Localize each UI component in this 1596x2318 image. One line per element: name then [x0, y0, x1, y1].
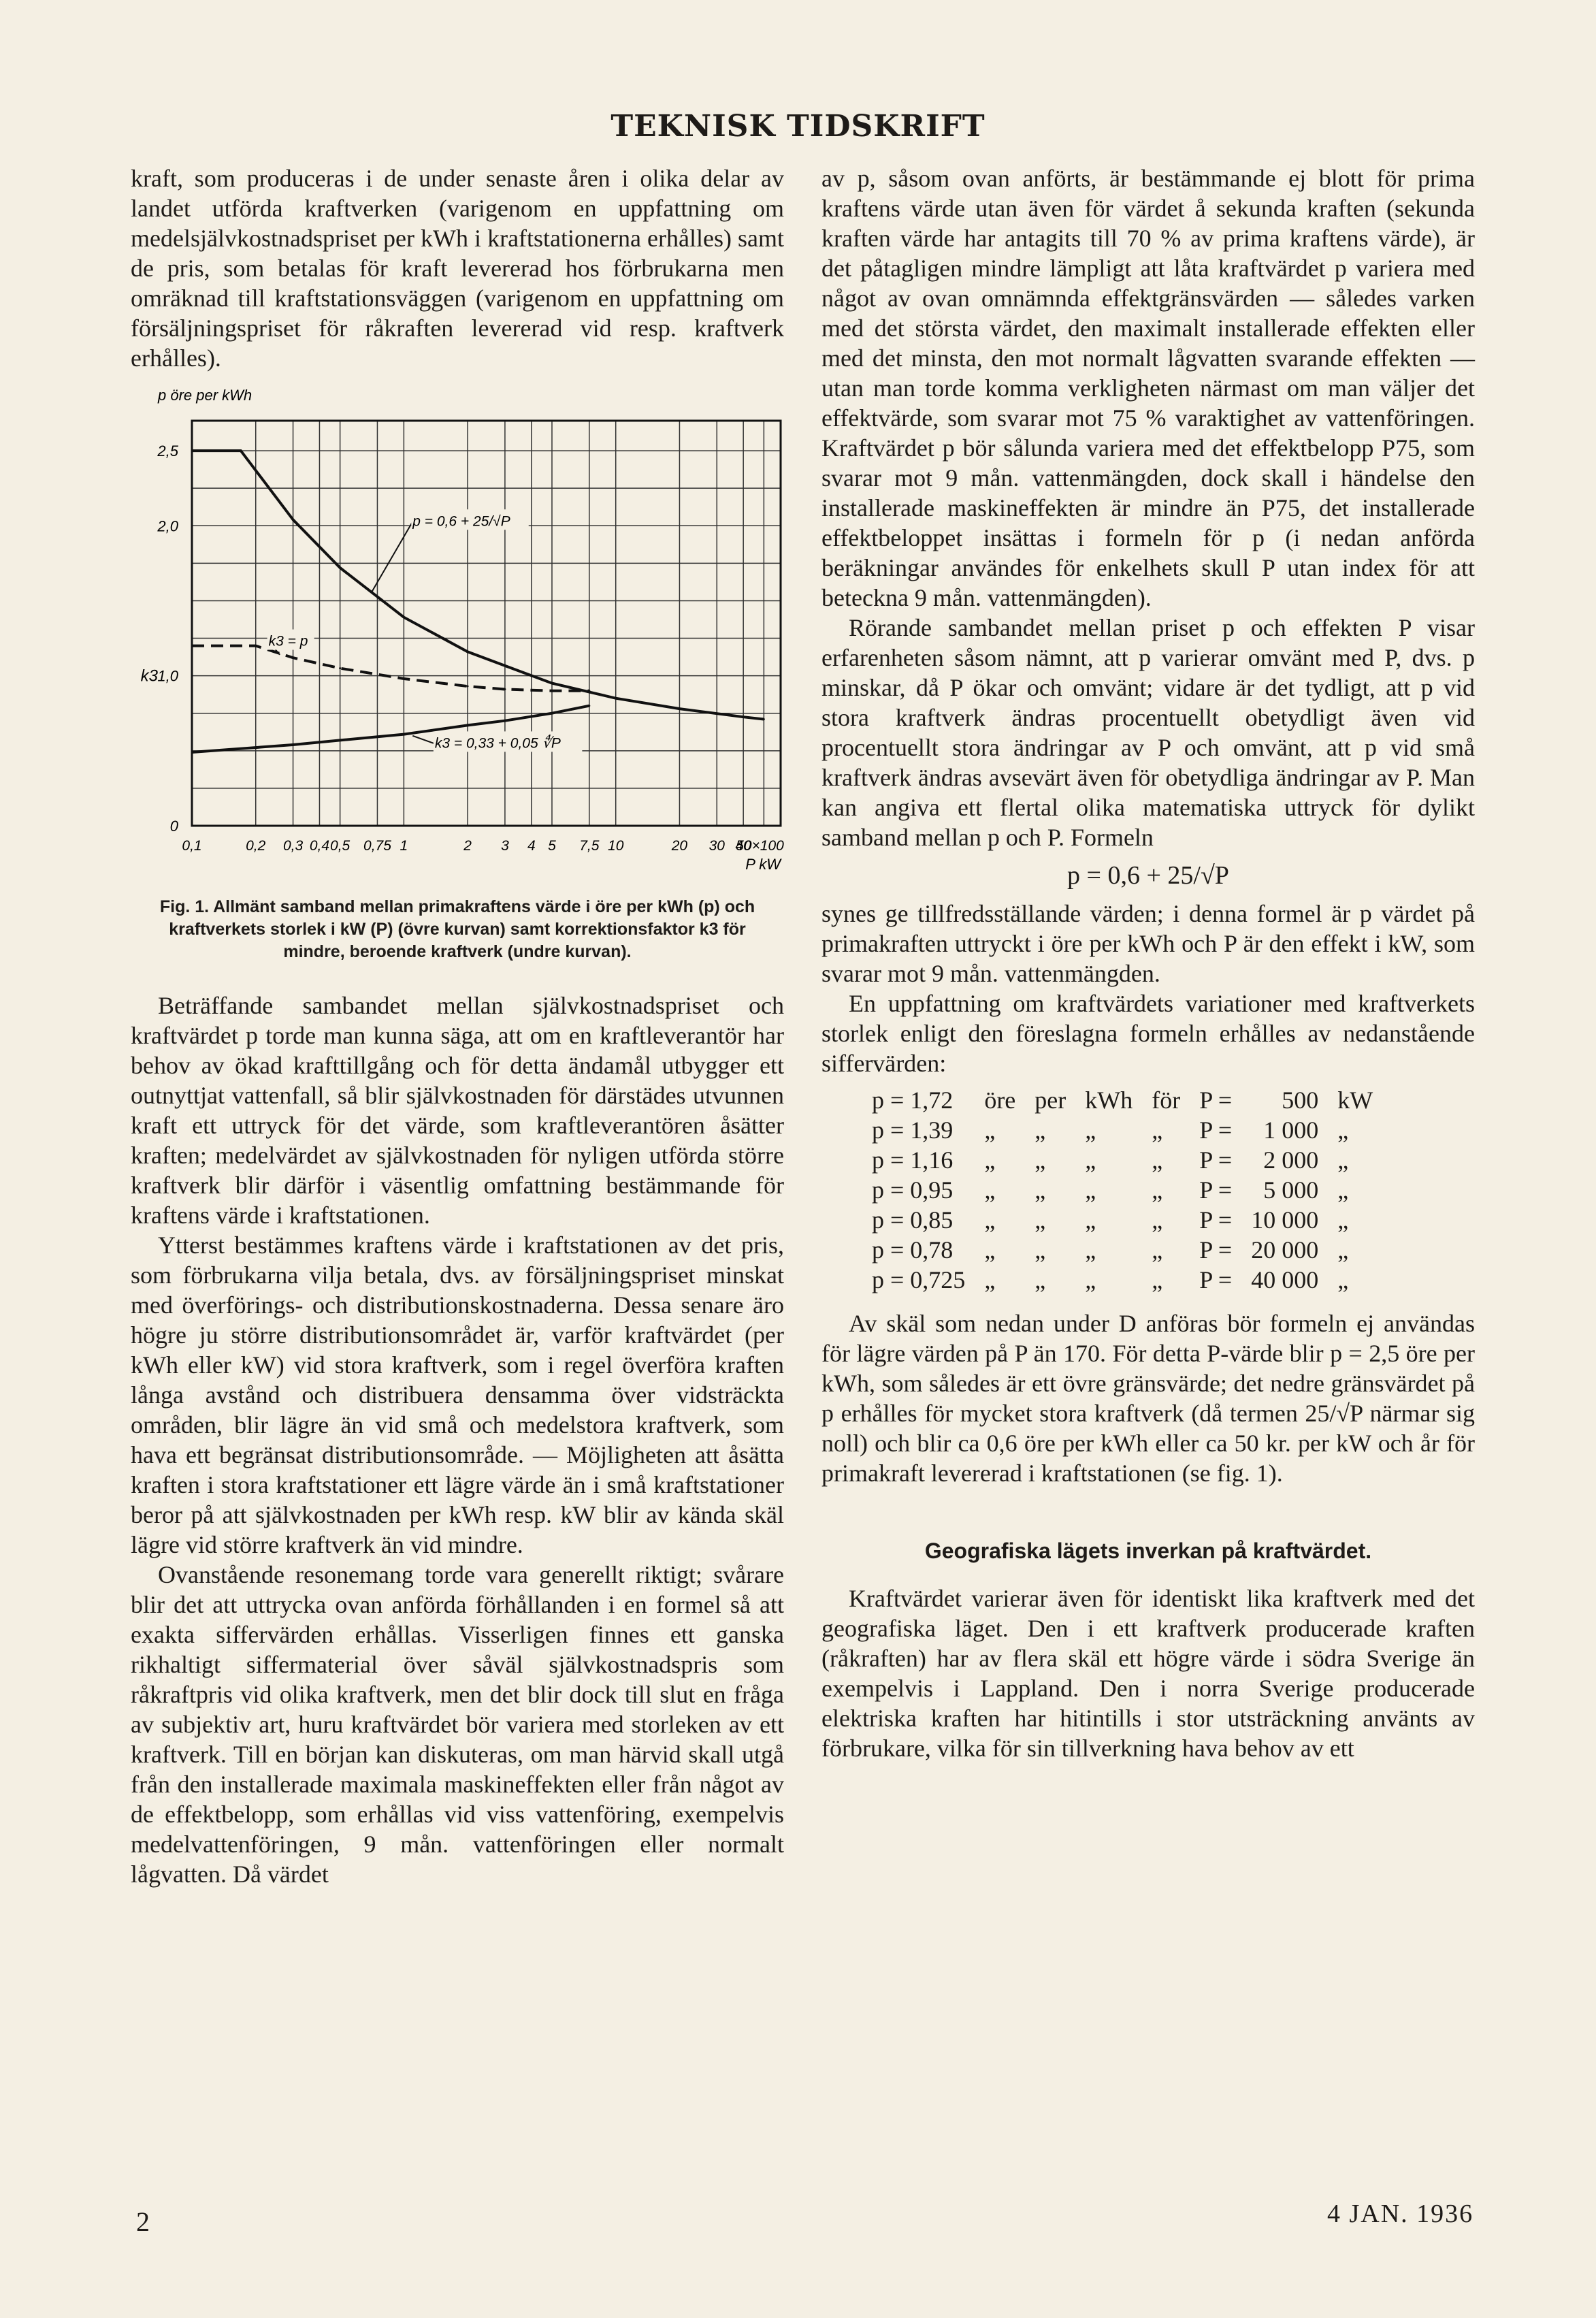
value-table-cell: „ — [1152, 1206, 1163, 1234]
annotation-label: k3 = p — [268, 633, 308, 649]
left-column — [131, 163, 784, 1889]
value-table-cell: „ — [984, 1176, 996, 1204]
value-table-row — [862, 1265, 1382, 1295]
value-table-cell: P = — [1199, 1176, 1233, 1204]
y-tick-label: 2,0 — [157, 517, 178, 535]
series-point — [551, 682, 553, 684]
series-point — [191, 645, 193, 647]
right-paragraph-4: En uppfattning om kraftvärdets variationer med kraftverkets storlek enligt den föreslagna formeln erhålles av nedanstående siffervärden: — [821, 990, 1475, 1077]
value-table-cell: „ — [1085, 1146, 1096, 1174]
series-point — [588, 705, 590, 707]
value-table-cell: „ — [984, 1116, 996, 1144]
value-table — [862, 1085, 1382, 1295]
series-point — [588, 690, 590, 692]
x-tick-label: 0,5 — [330, 838, 351, 854]
value-table-cell: „ — [1085, 1206, 1096, 1234]
annotation-leader — [412, 736, 435, 744]
value-table-cell: „ — [1337, 1206, 1349, 1234]
x-tick-label: 4 — [527, 838, 536, 854]
right-paragraph-6: Kraftvärdet varierar även för identiskt lika kraftverk med det geografiska läget. Den i ett kraftverk producerade kraften (råkraften) har av flera skäl ett högre värde i södra Sverige än exempelvis i Lappland. Den i norra Sverige producerade elektriska kraften har hitintills i stor utsträckning använts av förbrukare, vilka för sin tillverkning hava behov av ett — [821, 1585, 1475, 1762]
value-table-cell: „ — [1085, 1266, 1096, 1293]
value-table-cell: „ — [1337, 1236, 1349, 1263]
right-paragraph-1: av p, såsom ovan anförts, är bestämmande ej blott för prima kraftens värde utan även för värdet å sekunda kraften (sekunda kraften värde har antagits till 70 % av prima kraftens värde), är det påtagligen mindre lämpligt att låta kraftvärdet p variera med något av ovan omnämnda effektgränsvärden — således varken med det största värdet, den maximalt installerade effekten eller med det minsta, den mot normalt lågvatten svarande effekten — utan man torde komma verkligheten närmast om man väljer det effektvärde, som svarar mot 75 % varaktighet av vattenföringen. Kraftvärdet p bör sålunda variera med det effektbelopp P75, som svarar mot 9 mån. vattenmängden, dock skall i händelse den installerade maskineffekten är mindre än P75, det installerade effektbeloppet insättas i formeln för p (i nedan anförda beräkningar användes för enkelhets skull P utan index för att beteckna 9 mån. vattenmängden). — [821, 165, 1475, 611]
series-line — [192, 646, 589, 691]
value-table-cell: „ — [1152, 1116, 1163, 1144]
value-table-cell: per — [1035, 1086, 1066, 1114]
series-point — [191, 450, 193, 452]
series-point — [467, 686, 469, 688]
value-table-cell: kW — [1337, 1086, 1373, 1114]
value-table-cell: „ — [1035, 1146, 1046, 1174]
series-point — [339, 566, 341, 568]
series-point — [255, 645, 257, 647]
value-table-cell: p = 1,72 — [872, 1086, 954, 1114]
masthead: TEKNISK TIDSKRIFT — [610, 109, 986, 144]
figure-caption: Fig. 1. Allmänt samband mellan primakraftens värde i öre per kWh (p) och kraftverkets storlek i kW (P) (övre kurvan) samt korrektionsfaktor k3 för mindre, beroende kraftverk (undre kurvan). — [159, 897, 755, 961]
value-table-cell: 10 000 — [1251, 1206, 1319, 1234]
x-tick-label: 3 — [501, 838, 509, 854]
left-paragraph-3: Ytterst bestämmes kraftens värde i kraftstationen av det pris, som förbrukarna vilja betala, dvs. av försäljningspriset minskat med överförings- och distributionskostnaderna. Dessa senare äro högre ju större distributionsområdet är, varför kraftvärdet (per kWh eller kW) vid stora kraftverk, som i regel överföra kraften långa avstånd och distribuera densamma över vidsträckta områden, blir lägre än vid små och medelstora kraftverk, som hava ett begränsat distributionsområde. — Möjligheten att åsätta kraften i stora kraftstationer ett lägre värde än i små kraftstationer beror på att självkostnaden per kWh resp. kW blir av kända skäl lägre vid större kraftverk än vid mindre. — [131, 1232, 784, 1558]
x-tick-label: 10 — [608, 838, 624, 854]
value-table-cell: 1 000 — [1263, 1116, 1319, 1144]
value-table-cell: „ — [1085, 1116, 1096, 1144]
x-tick-label: 0,3 — [282, 838, 304, 854]
y-axis-label: p öre per kWh — [158, 387, 253, 404]
x-tick-label: 0,1 — [182, 838, 202, 854]
value-table-cell: „ — [984, 1236, 996, 1263]
value-table-cell: P = — [1199, 1146, 1233, 1174]
value-table-cell: „ — [1035, 1116, 1046, 1144]
value-table-cell: „ — [1085, 1236, 1096, 1263]
series-point — [339, 667, 341, 669]
value-table-cell: „ — [1337, 1116, 1349, 1144]
value-table-cell: P = — [1199, 1116, 1233, 1144]
x-tick-label: 0,4 — [309, 838, 330, 854]
x-tick-label: 40 — [735, 838, 751, 854]
y2-axis-label: k3 — [140, 666, 158, 686]
plot-frame — [192, 421, 781, 826]
value-table-cell: för — [1152, 1086, 1181, 1114]
series-point — [403, 616, 405, 618]
x-tick-label: 0,75 — [363, 838, 391, 854]
value-table-cell: „ — [1085, 1176, 1096, 1204]
series-point — [292, 657, 294, 659]
value-table-cell: p = 0,95 — [872, 1176, 954, 1204]
value-table-cell: 40 000 — [1251, 1266, 1319, 1293]
value-table-row — [862, 1235, 1382, 1265]
figure-1 — [131, 373, 784, 884]
series-point — [467, 651, 469, 653]
value-table-cell: kWh — [1085, 1086, 1133, 1114]
series-point — [504, 720, 506, 722]
value-table-row — [862, 1175, 1382, 1205]
section-heading: Geografiska lägets inverkan på kraftvärdet. — [924, 1539, 1372, 1563]
value-table-cell: „ — [1152, 1146, 1163, 1174]
value-table-cell: „ — [1035, 1236, 1046, 1263]
value-table-cell: 5 000 — [1263, 1176, 1319, 1204]
series-point — [551, 690, 553, 692]
x-tick-label: 1 — [400, 838, 408, 854]
right-column — [821, 163, 1475, 1763]
value-table-cell: p = 1,16 — [872, 1146, 954, 1174]
right-paragraph-2: Rörande sambandet mellan priset p och effekten P visar erfarenheten såsom nämnt, att p varierar omvänt med P, dvs. p minskar, då P ökar och omvänt; vidare är det tydligt, att p vid stora kraftverk ändras procentuellt obetydligt även vid procentuellt stora ändringar av P och omvänt, att p vid små kraftverk ändras avsevärt även för obetydliga ändringar av P. Man kan angiva ett flertal olika matematiska uttryck för dylikt samband mellan p och P. Formeln — [821, 614, 1475, 851]
value-table-cell: P = — [1199, 1086, 1233, 1114]
series-point — [292, 744, 294, 746]
value-table-cell: 500 — [1282, 1086, 1319, 1114]
series-point — [763, 718, 765, 720]
value-table-cell: 2 000 — [1263, 1146, 1319, 1174]
value-table-cell: „ — [984, 1206, 996, 1234]
value-table-cell: p = 1,39 — [872, 1116, 954, 1144]
value-table-cell: p = 0,85 — [872, 1206, 954, 1234]
value-table-cell: „ — [1152, 1236, 1163, 1263]
series-point — [403, 733, 405, 735]
series-point — [339, 739, 341, 741]
value-table-cell: P = — [1199, 1266, 1233, 1293]
y-tick-label: 1,0 — [157, 667, 178, 685]
series-point — [292, 519, 294, 521]
x-tick-label: 7,5 — [579, 838, 600, 854]
value-table-cell: „ — [984, 1146, 996, 1174]
series-point — [615, 697, 617, 699]
value-table-cell: „ — [984, 1266, 996, 1293]
value-table-cell: „ — [1337, 1266, 1349, 1293]
value-table-row — [862, 1205, 1382, 1235]
value-table-cell: „ — [1035, 1176, 1046, 1204]
series-point — [240, 450, 242, 452]
series-point — [551, 712, 553, 714]
series-point — [504, 688, 506, 690]
left-paragraph-1: kraft, som produceras i de under senaste åren i olika delar av landet utförda kraftverken (varigenom en uppfattning om medelsjälvkostnadspriset per kWh i kraftstationerna erhålles) samt de pris, som betalas för kraft levererad hos förbrukarna men omräknad till kraftstationsväggen (varigenom en uppfattning om försäljningspriset för råkraften levererad vid resp. kraftverk erhålles). — [131, 165, 784, 372]
y-tick-label: 2,5 — [157, 442, 178, 460]
x-tick-label: 30 — [709, 838, 725, 854]
x-tick-label: 5 — [548, 838, 556, 854]
annotation-label: k3 = 0,33 + 0,05 ∜P — [434, 735, 561, 752]
value-table-cell: „ — [1152, 1266, 1163, 1293]
value-table-cell: „ — [1035, 1266, 1046, 1293]
annotation-label: p = 0,6 + 25/√P — [412, 513, 510, 530]
value-table-cell: „ — [1337, 1146, 1349, 1174]
x-tick-label: 50×100 — [736, 838, 784, 854]
right-paragraph-5: Av skäl som nedan under D anföras bör formeln ej användas för lägre värden på P än 170. För detta P-värde blir p = 2,5 öre per kWh, som således är ett övre gränsvärde; det nedre gränsvärdet på p erhålles för mycket stora kraftverk (då termen 25/√P närmar sig noll) och blir ca 0,6 öre per kWh eller ca 50 kr. per kW och år för primakraft levererad i kraftstationen (se fig. 1). — [821, 1310, 1475, 1487]
value-table-cell: „ — [1337, 1176, 1349, 1204]
series-point — [679, 708, 681, 710]
chart-svg — [131, 373, 784, 884]
value-table-cell: p = 0,725 — [872, 1266, 966, 1293]
value-table-row — [862, 1085, 1382, 1115]
formula: p = 0,6 + 25/√P — [1067, 861, 1229, 890]
issue-date: 4 JAN. 1936 — [1327, 2200, 1474, 2228]
value-table-cell: öre — [984, 1086, 1016, 1114]
series-point — [191, 752, 193, 754]
value-table-cell: „ — [1152, 1176, 1163, 1204]
series-line — [192, 451, 764, 719]
x-tick-label: 0,2 — [246, 838, 266, 854]
series-point — [743, 716, 745, 718]
value-table-row — [862, 1145, 1382, 1175]
x-axis-label: P kW — [745, 856, 781, 873]
left-paragraph-2: Beträffande sambandet mellan självkostnadspriset och kraftvärdet p torde man kunna säga, att om en kraftleverantör har behov av ökad krafttillgång och för detta ändamål utbygger ett outnyttjat vattenfall, så blir självkostnaden för därstädes utvunnen kraft ett uttryck för det värde, som kraftleverantören åsätter kraften; medelvärdet av självkostnaden för nyligen utförda större kraftverk blir därför i väsentlig omfattning bestämmande för kraftens värde i kraftstationen. — [131, 992, 784, 1229]
x-tick-label: 20 — [671, 838, 688, 854]
series-point — [403, 678, 405, 680]
value-table-cell: P = — [1199, 1206, 1233, 1234]
value-table-cell: p = 0,78 — [872, 1236, 954, 1263]
value-table-cell: P = — [1199, 1236, 1233, 1263]
series-point — [467, 724, 469, 726]
left-paragraph-4: Ovanstående resonemang torde vara generellt riktigt; svårare blir det att uttrycka ovan anförda förhållanden i en formel så att exakta siffervärden erhållas. Visserligen finnes ett ganska rikhaltigt siffermaterial över såväl självkostnadspris som råkraftpris vid olika kraftverk, men det blir dock till slut en fråga av subjektiv art, huru kraftvärdet bör variera med storleken av ett kraftverk. Till en början kan diskuteras, om man härvid skall utgå från den installerade maximala maskineffekten eller från något av de effektbelopp, som erhållas vid viss vattenföring, exempelvis medelvattenföringen, 9 mån. vattenföringen eller normalt lågvatten. Då värdet — [131, 1561, 784, 1888]
right-paragraph-3: synes ge tillfredsställande värden; i denna formel är p värdet på primakraften uttryckt i öre per kWh och P är den effekt i kW, som svarar mot 9 mån. vattenmängden. — [821, 900, 1475, 987]
x-tick-label: 2 — [463, 838, 472, 854]
y-tick-label: 0 — [169, 818, 178, 835]
value-table-cell: 20 000 — [1251, 1236, 1319, 1263]
page-number: 2 — [136, 2206, 150, 2237]
value-table-row — [862, 1115, 1382, 1145]
value-table-cell: „ — [1035, 1206, 1046, 1234]
